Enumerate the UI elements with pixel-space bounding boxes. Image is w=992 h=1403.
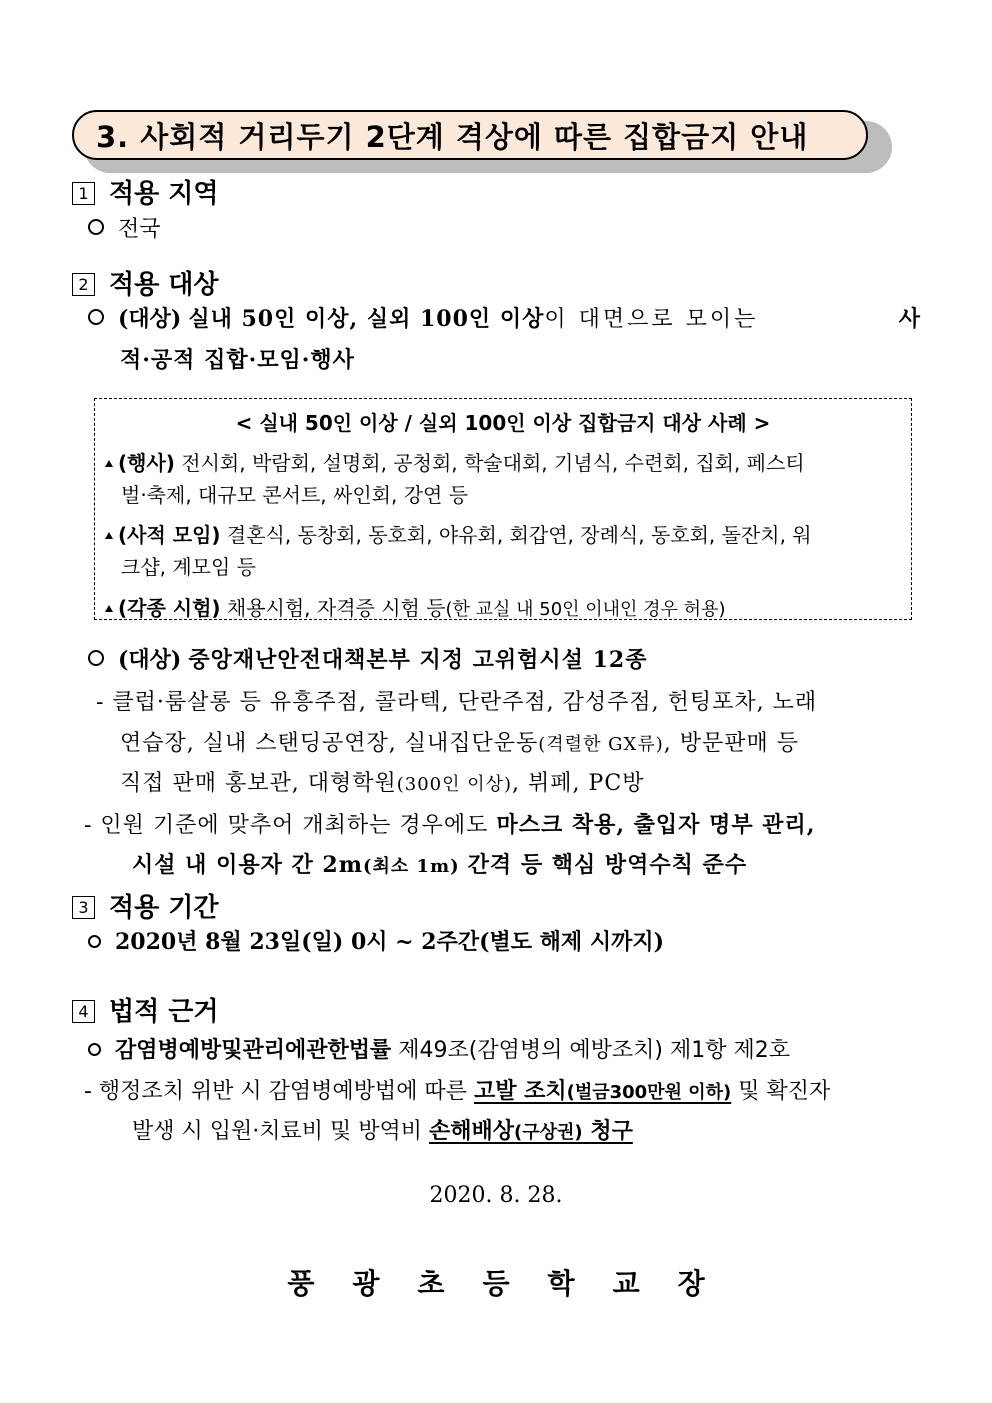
section-title: 법적 근거 [109, 997, 219, 1027]
high-risk-list-line-3: 직접 판매 홍보관, 대형학원(300인 이상), 뷔페, PC방 [120, 771, 645, 796]
example-row-private-cont: 크샵, 계모임 등 [121, 555, 256, 579]
section-2-item-2: (대상) 중앙재난안전대책본부 지정 고위험시설 12종 [88, 643, 647, 674]
example-row-event-cont: 벌·축제, 대규모 콘서트, 싸인회, 강연 등 [121, 483, 469, 507]
example-box [94, 398, 912, 620]
legal-consequence-line-2: 발생 시 입원·치료비 및 방역비 손해배상(구상권) 청구 [132, 1119, 633, 1144]
section-number: 3 [72, 896, 95, 919]
circle-bullet-icon [88, 219, 104, 235]
circle-bullet-icon [88, 650, 104, 666]
circle-bullet-icon [88, 935, 101, 948]
high-risk-list-line-1: - 클럽·룸살롱 등 유흥주점, 콜라텍, 단란주점, 감성주점, 헌팅포차, 노래 [96, 690, 818, 715]
section-3-heading [72, 887, 219, 924]
section-1-item: 전국 [88, 212, 161, 243]
section-4-heading [72, 991, 219, 1028]
section-number: 4 [72, 1000, 95, 1023]
school-principal-signature: 풍광초등학교장 [287, 1267, 743, 1300]
triangle-bullet-icon [105, 460, 113, 467]
legal-consequence-line-1: - 행정조치 위반 시 감염병예방법에 따른 고발 조치(벌금300만원 이하) 및 확진자 [84, 1079, 831, 1104]
triangle-bullet-icon [105, 532, 113, 539]
section-title: 적용 대상 [109, 270, 219, 300]
document-title: 3. 사회적 거리두기 2단계 격상에 따른 집합금지 안내 [96, 119, 809, 154]
example-row-event: (행사) 전시회, 박람회, 설명회, 공청회, 학술대회, 기념식, 수련회, 집회, 페스티 [105, 447, 805, 476]
section-number: 2 [72, 273, 95, 296]
example-box-title: < 실내 50인 이상 / 실외 100인 이상 집합금지 대상 사례 > [235, 411, 771, 435]
section-number: 1 [72, 182, 95, 205]
title-banner [72, 110, 868, 160]
section-2-heading [72, 264, 219, 301]
high-risk-list-line-2: 연습장, 실내 스탠딩공연장, 실내집단운동(격렬한 GX류), 방문판매 등 [120, 731, 800, 756]
circle-bullet-icon [88, 1043, 101, 1056]
circle-bullet-icon [88, 309, 104, 325]
section-1-heading [72, 173, 219, 210]
section-4-item: 감염병예방및관리에관한법률 제49조(감염병의 예방조치) 제1항 제2호 [88, 1033, 790, 1064]
quarantine-rule-line-2: 시설 내 이용자 간 2m(최소 1m) 간격 등 핵심 방역수칙 준수 [132, 852, 748, 878]
section-2-item-1-cont: 적·공적 집합·모임·행사 [120, 347, 355, 373]
section-title: 적용 기간 [109, 893, 219, 923]
triangle-bullet-icon [105, 605, 113, 612]
example-row-exam: (각종 시험) 채용시험, 자격증 시험 등(한 교실 내 50인 이내인 경우 허용) [105, 592, 725, 621]
section-title: 적용 지역 [109, 179, 219, 209]
section-3-item: 2020년 8월 23일(일) 0시 ~ 2주간(별도 해제 시까지) [88, 925, 664, 956]
section-2-item-1: (대상) 실내 50인 이상, 실외 100인 이상이 대면으로 모이는 사 [88, 302, 920, 333]
example-row-private: (사적 모임) 결혼식, 동창회, 동호회, 야유회, 회갑연, 장례식, 동호회, 돌잔치, 워 [105, 519, 812, 548]
quarantine-rule-line-1: - 인원 기준에 맞추어 개최하는 경우에도 마스크 착용, 출입자 명부 관리, [84, 812, 816, 838]
document-date: 2020. 8. 28. [429, 1183, 563, 1208]
